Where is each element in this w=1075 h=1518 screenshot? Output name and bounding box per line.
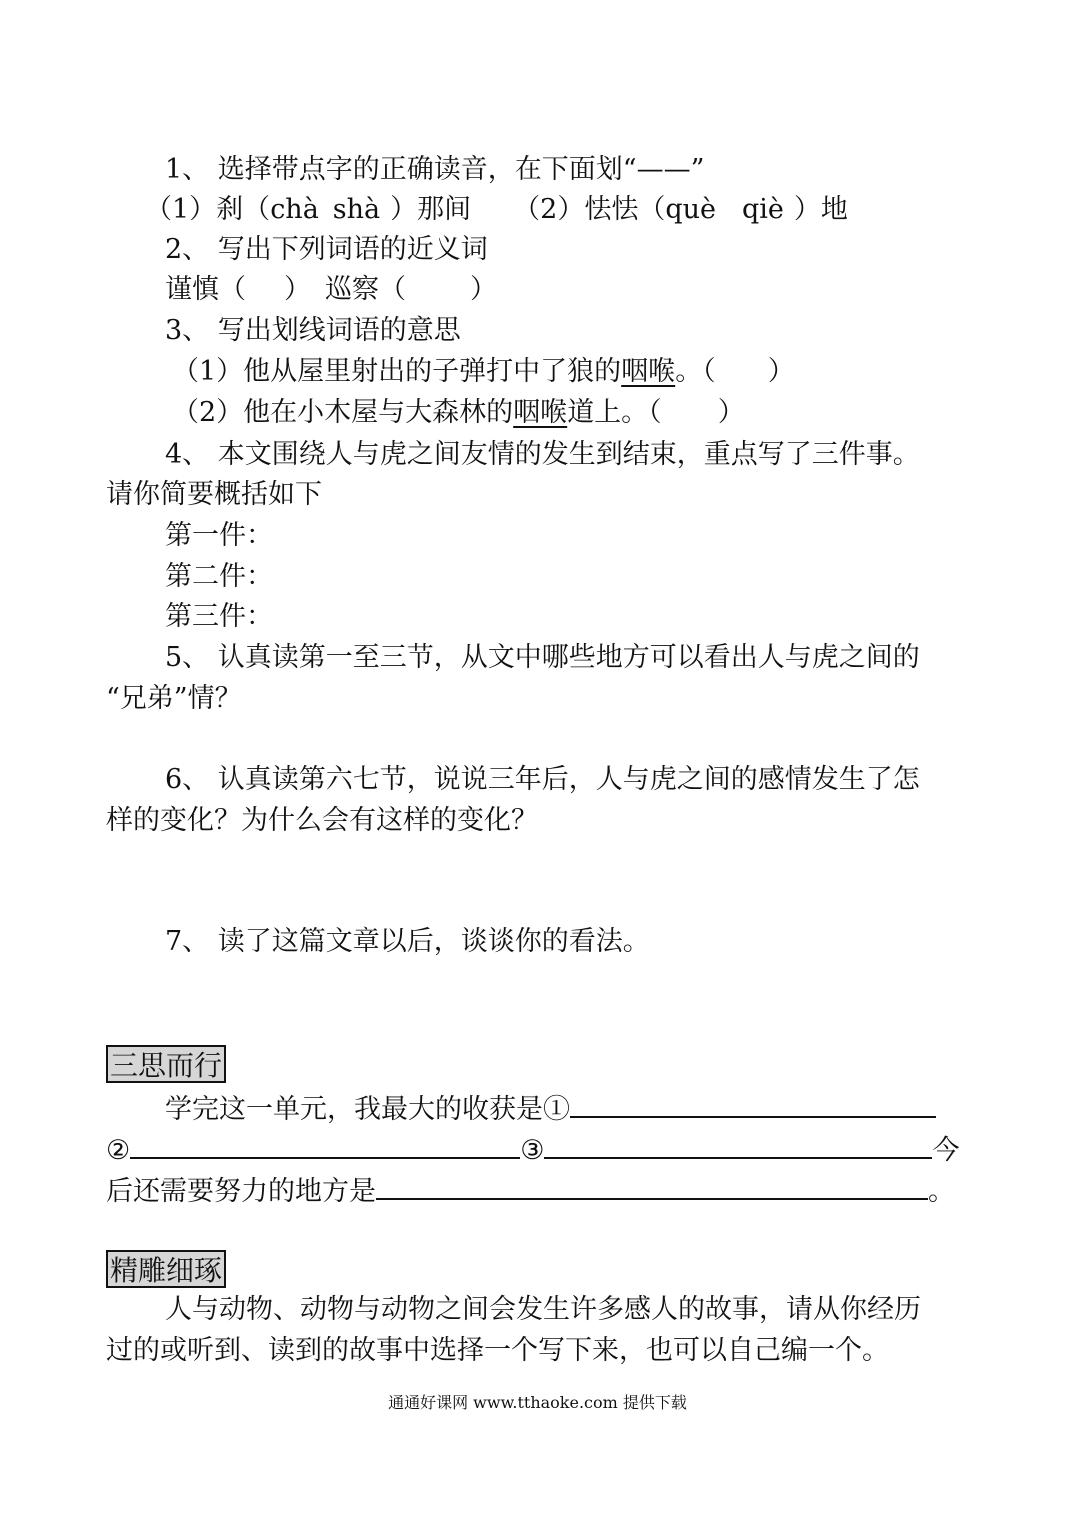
answer-blank-3[interactable] [544, 1127, 932, 1159]
q2-word2: 巡察（ [325, 274, 406, 305]
q3-s1-suffix: 。（ [675, 356, 716, 387]
answer-blank-1[interactable] [570, 1086, 936, 1118]
q3-title: 3、 写出划线词语的意思 [165, 315, 461, 346]
q4-item3: 第三件： [165, 601, 273, 632]
q1-item1-option1: chà [270, 194, 319, 225]
q1-item2-option2: qiè [741, 194, 784, 225]
q2-words [165, 270, 497, 310]
q6-line2: 样的变化？为什么会有这样的变化？ [106, 805, 538, 836]
q1-options [145, 190, 848, 230]
q3-s2-close: ） [717, 397, 745, 428]
answer-blank-2[interactable] [130, 1127, 520, 1159]
q1-item2-suffix: ）地 [793, 194, 848, 225]
q7-line1: 7、 读了这篇文章以后，谈谈你的看法。 [165, 926, 650, 957]
q2-word1: 谨慎（ [165, 274, 246, 305]
section-tag-jingdiao: 精雕细琢 [106, 1250, 226, 1288]
q2-title: 2、 写出下列词语的近义词 [165, 234, 488, 265]
q4-line2: 请你简要概括如下 [106, 479, 322, 510]
q3-sentence2 [172, 393, 745, 433]
q3-s1-prefix: （1）他从屋里射出的子弹打中了狼的 [172, 356, 622, 387]
q1-item1-option2: shà [332, 194, 381, 225]
q3-s2-prefix: （2）他在小木屋与大森林的 [172, 397, 514, 428]
q3-s1-underlined-word: 咽喉 [621, 356, 676, 387]
q3-s2-underlined-word: 咽喉 [513, 397, 568, 428]
q4-item2: 第二件： [165, 561, 273, 592]
q1-item1-prefix: （1）刹（ [145, 194, 271, 225]
section1-line2-prefix: ② [106, 1135, 131, 1166]
section1-line3-suffix: 。 [928, 1176, 955, 1207]
q3-s1-close: ） [767, 356, 795, 387]
q6-line1: 6、 认真读第六七节，说说三年后，人与虎之间的感情发生了怎 [165, 764, 920, 795]
section1-line2 [106, 1127, 959, 1167]
section1-line3-prefix: 后还需要努力的地方是 [106, 1176, 376, 1207]
section1-line2-mid: ③ [520, 1135, 545, 1166]
q1-item2-prefix: （2）怯怯（ [513, 194, 666, 225]
q2-word1-close: ） [284, 274, 311, 305]
q4-line1: 4、 本文围绕人与虎之间友情的发生到结束，重点写了三件事。 [165, 439, 920, 470]
section1-line2-suffix: 今 [932, 1135, 960, 1166]
q2-word2-close: ） [470, 274, 497, 305]
q3-s2-suffix: 道上。（ [567, 397, 662, 428]
answer-blank-improve[interactable] [376, 1168, 928, 1200]
section1-line1-prefix: 学完这一单元，我最大的收获是① [165, 1094, 570, 1125]
section-tag-sansi: 三思而行 [106, 1045, 226, 1083]
footer-text: 通通好课网 www.tthaoke.com 提供下载 [388, 1393, 687, 1412]
q1-item1-suffix: ）那间 [390, 194, 472, 225]
section2-line1: 人与动物、动物与动物之间会发生许多感人的故事，请从你经历 [165, 1294, 921, 1325]
section1-line1 [165, 1086, 936, 1126]
q1-title: 1、 选择带点字的正确读音，在下面划“——” [165, 154, 705, 185]
q5-line1: 5、 认真读第一至三节，从文中哪些地方可以看出人与虎之间的 [165, 642, 920, 673]
q4-item1: 第一件： [165, 520, 273, 551]
section2-line2: 过的或听到、读到的故事中选择一个写下来，也可以自己编一个。 [106, 1335, 889, 1366]
section1-line3 [106, 1168, 955, 1208]
q1-item2-option1: què [665, 194, 716, 225]
q3-sentence1 [172, 352, 795, 392]
q5-line2: “兄弟”情？ [106, 683, 242, 714]
